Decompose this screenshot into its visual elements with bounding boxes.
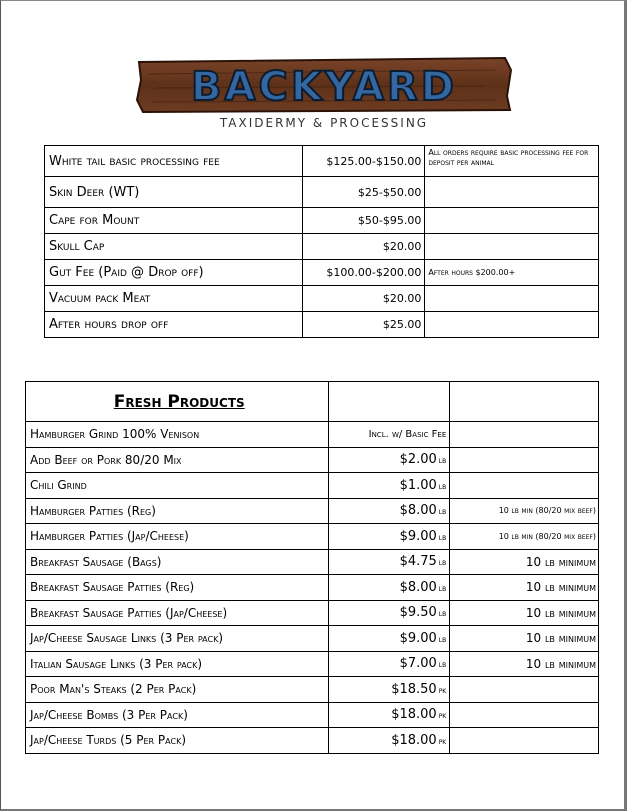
product-price: Incl. w/ Basic Fee — [368, 428, 447, 440]
fee-row — [45, 234, 599, 260]
product-item: Italian Sausage Links (3 Per pack) — [26, 651, 329, 677]
product-unit: pk — [438, 685, 447, 696]
logo-tagline: TAXIDERMY & PROCESSING — [219, 116, 429, 130]
fee-note — [425, 146, 599, 177]
product-row — [26, 447, 599, 473]
product-item: Chili Grind — [26, 473, 329, 499]
product-row — [26, 626, 599, 652]
product-note — [450, 473, 599, 499]
fee-item: Skull Cap — [45, 234, 303, 260]
product-item: Breakfast Sausage Patties (Reg) — [26, 575, 329, 601]
product-note — [450, 728, 599, 754]
fee-note — [425, 177, 599, 208]
product-note — [450, 447, 599, 473]
product-item: Hamburger Grind 100% Venison — [26, 422, 329, 448]
product-note: 10 lb min (80/20 mix beef) — [450, 498, 599, 524]
fee-item: Cape for Mount — [45, 208, 303, 234]
fee-item: Vacuum pack Meat — [45, 286, 303, 312]
product-note — [450, 422, 599, 448]
product-price-cell — [329, 702, 450, 728]
fee-price: $20.00 — [303, 286, 425, 312]
fee-note — [425, 234, 599, 260]
fee-row — [45, 312, 599, 338]
fee-note — [425, 208, 599, 234]
fee-note-text: All orders require basic processing fee for deposit per animal — [428, 147, 589, 167]
product-unit: lb — [438, 609, 447, 620]
backyard-logo — [135, 56, 513, 114]
product-row — [26, 498, 599, 524]
product-note: 10 lb minimum — [450, 575, 599, 601]
product-price-cell — [329, 728, 450, 754]
product-note: 10 lb min (80/20 mix beef) — [450, 524, 599, 550]
product-unit: pk — [438, 711, 447, 722]
product-unit: lb — [438, 660, 447, 671]
product-price: $18.50 — [391, 681, 437, 697]
product-row — [26, 651, 599, 677]
product-unit: lb — [438, 532, 447, 543]
product-unit: lb — [438, 558, 447, 569]
product-note: 10 lb minimum — [450, 626, 599, 652]
fee-price: $25.00 — [303, 312, 425, 338]
product-item: Jap/Cheese Turds (5 Per Pack) — [26, 728, 329, 754]
product-row — [26, 473, 599, 499]
fee-row — [45, 260, 599, 286]
product-price: $2.00 — [399, 452, 437, 468]
product-price-cell — [329, 575, 450, 601]
product-note — [450, 677, 599, 703]
product-price: $8.00 — [399, 579, 437, 595]
product-price-cell — [329, 549, 450, 575]
product-item: Jap/Cheese Bombs (3 Per Pack) — [26, 702, 329, 728]
wood-sign-icon — [135, 56, 513, 114]
fee-item: Gut Fee (Paid @ Drop off) — [45, 260, 303, 286]
product-unit: lb — [438, 583, 447, 594]
product-note: 10 lb minimum — [450, 600, 599, 626]
fee-price: $50-$95.00 — [303, 208, 425, 234]
product-unit: lb — [438, 481, 447, 492]
product-row — [26, 524, 599, 550]
product-unit: lb — [438, 456, 447, 467]
product-price: $8.00 — [399, 503, 437, 519]
products-header-row — [26, 382, 599, 422]
product-row — [26, 422, 599, 448]
products-title-cell — [26, 382, 329, 422]
product-row — [26, 575, 599, 601]
product-price-cell — [329, 651, 450, 677]
product-item: Add Beef or Pork 80/20 Mix — [26, 447, 329, 473]
product-unit: pk — [438, 736, 447, 747]
product-item: Hamburger Patties (Reg) — [26, 498, 329, 524]
product-price-cell — [329, 473, 450, 499]
product-row — [26, 600, 599, 626]
product-price: $18.00 — [391, 707, 437, 723]
fee-row — [45, 177, 599, 208]
product-row — [26, 702, 599, 728]
processing-fees-table — [44, 145, 599, 338]
product-note: 10 lb minimum — [450, 651, 599, 677]
product-unit: lb — [438, 634, 447, 645]
product-row — [26, 677, 599, 703]
products-title: Fresh Products — [113, 391, 245, 412]
product-row — [26, 728, 599, 754]
fee-price: $125.00-$150.00 — [303, 146, 425, 177]
fee-price: $25-$50.00 — [303, 177, 425, 208]
product-price: $7.00 — [399, 656, 437, 672]
product-item: Jap/Cheese Sausage Links (3 Per pack) — [26, 626, 329, 652]
product-price-cell — [329, 498, 450, 524]
product-price-cell — [329, 600, 450, 626]
fee-note — [425, 260, 599, 286]
fee-row — [45, 208, 599, 234]
product-item: Hamburger Patties (Jap/Cheese) — [26, 524, 329, 550]
product-item: Poor Man's Steaks (2 Per Pack) — [26, 677, 329, 703]
empty-cell — [329, 382, 450, 422]
fee-note — [425, 286, 599, 312]
product-price: $18.00 — [391, 732, 437, 748]
product-price-cell — [329, 524, 450, 550]
fresh-products-table — [25, 381, 599, 754]
logo-text: BACKYARD — [191, 64, 457, 110]
product-note: 10 lb minimum — [450, 549, 599, 575]
product-price: $9.00 — [399, 528, 437, 544]
fee-row — [45, 286, 599, 312]
fee-note-text: After hours $200.00+ — [428, 267, 516, 277]
product-price-cell — [329, 422, 450, 448]
product-price-cell — [329, 626, 450, 652]
fee-item: Skin Deer (WT) — [45, 177, 303, 208]
fee-row — [45, 146, 599, 177]
product-price-cell — [329, 447, 450, 473]
fee-price: $100.00-$200.00 — [303, 260, 425, 286]
product-note — [450, 702, 599, 728]
fee-item: White tail basic processing fee — [45, 146, 303, 177]
product-price: $1.00 — [399, 477, 437, 493]
product-price: $4.75 — [399, 554, 437, 570]
product-price-cell — [329, 677, 450, 703]
product-unit: lb — [438, 507, 447, 518]
product-item: Breakfast Sausage (Bags) — [26, 549, 329, 575]
empty-cell — [450, 382, 599, 422]
fee-price: $20.00 — [303, 234, 425, 260]
product-price: $9.00 — [399, 630, 437, 646]
fee-item: After hours drop off — [45, 312, 303, 338]
product-item: Breakfast Sausage Patties (Jap/Cheese) — [26, 600, 329, 626]
fee-note — [425, 312, 599, 338]
product-row — [26, 549, 599, 575]
product-price: $9.50 — [399, 605, 437, 621]
